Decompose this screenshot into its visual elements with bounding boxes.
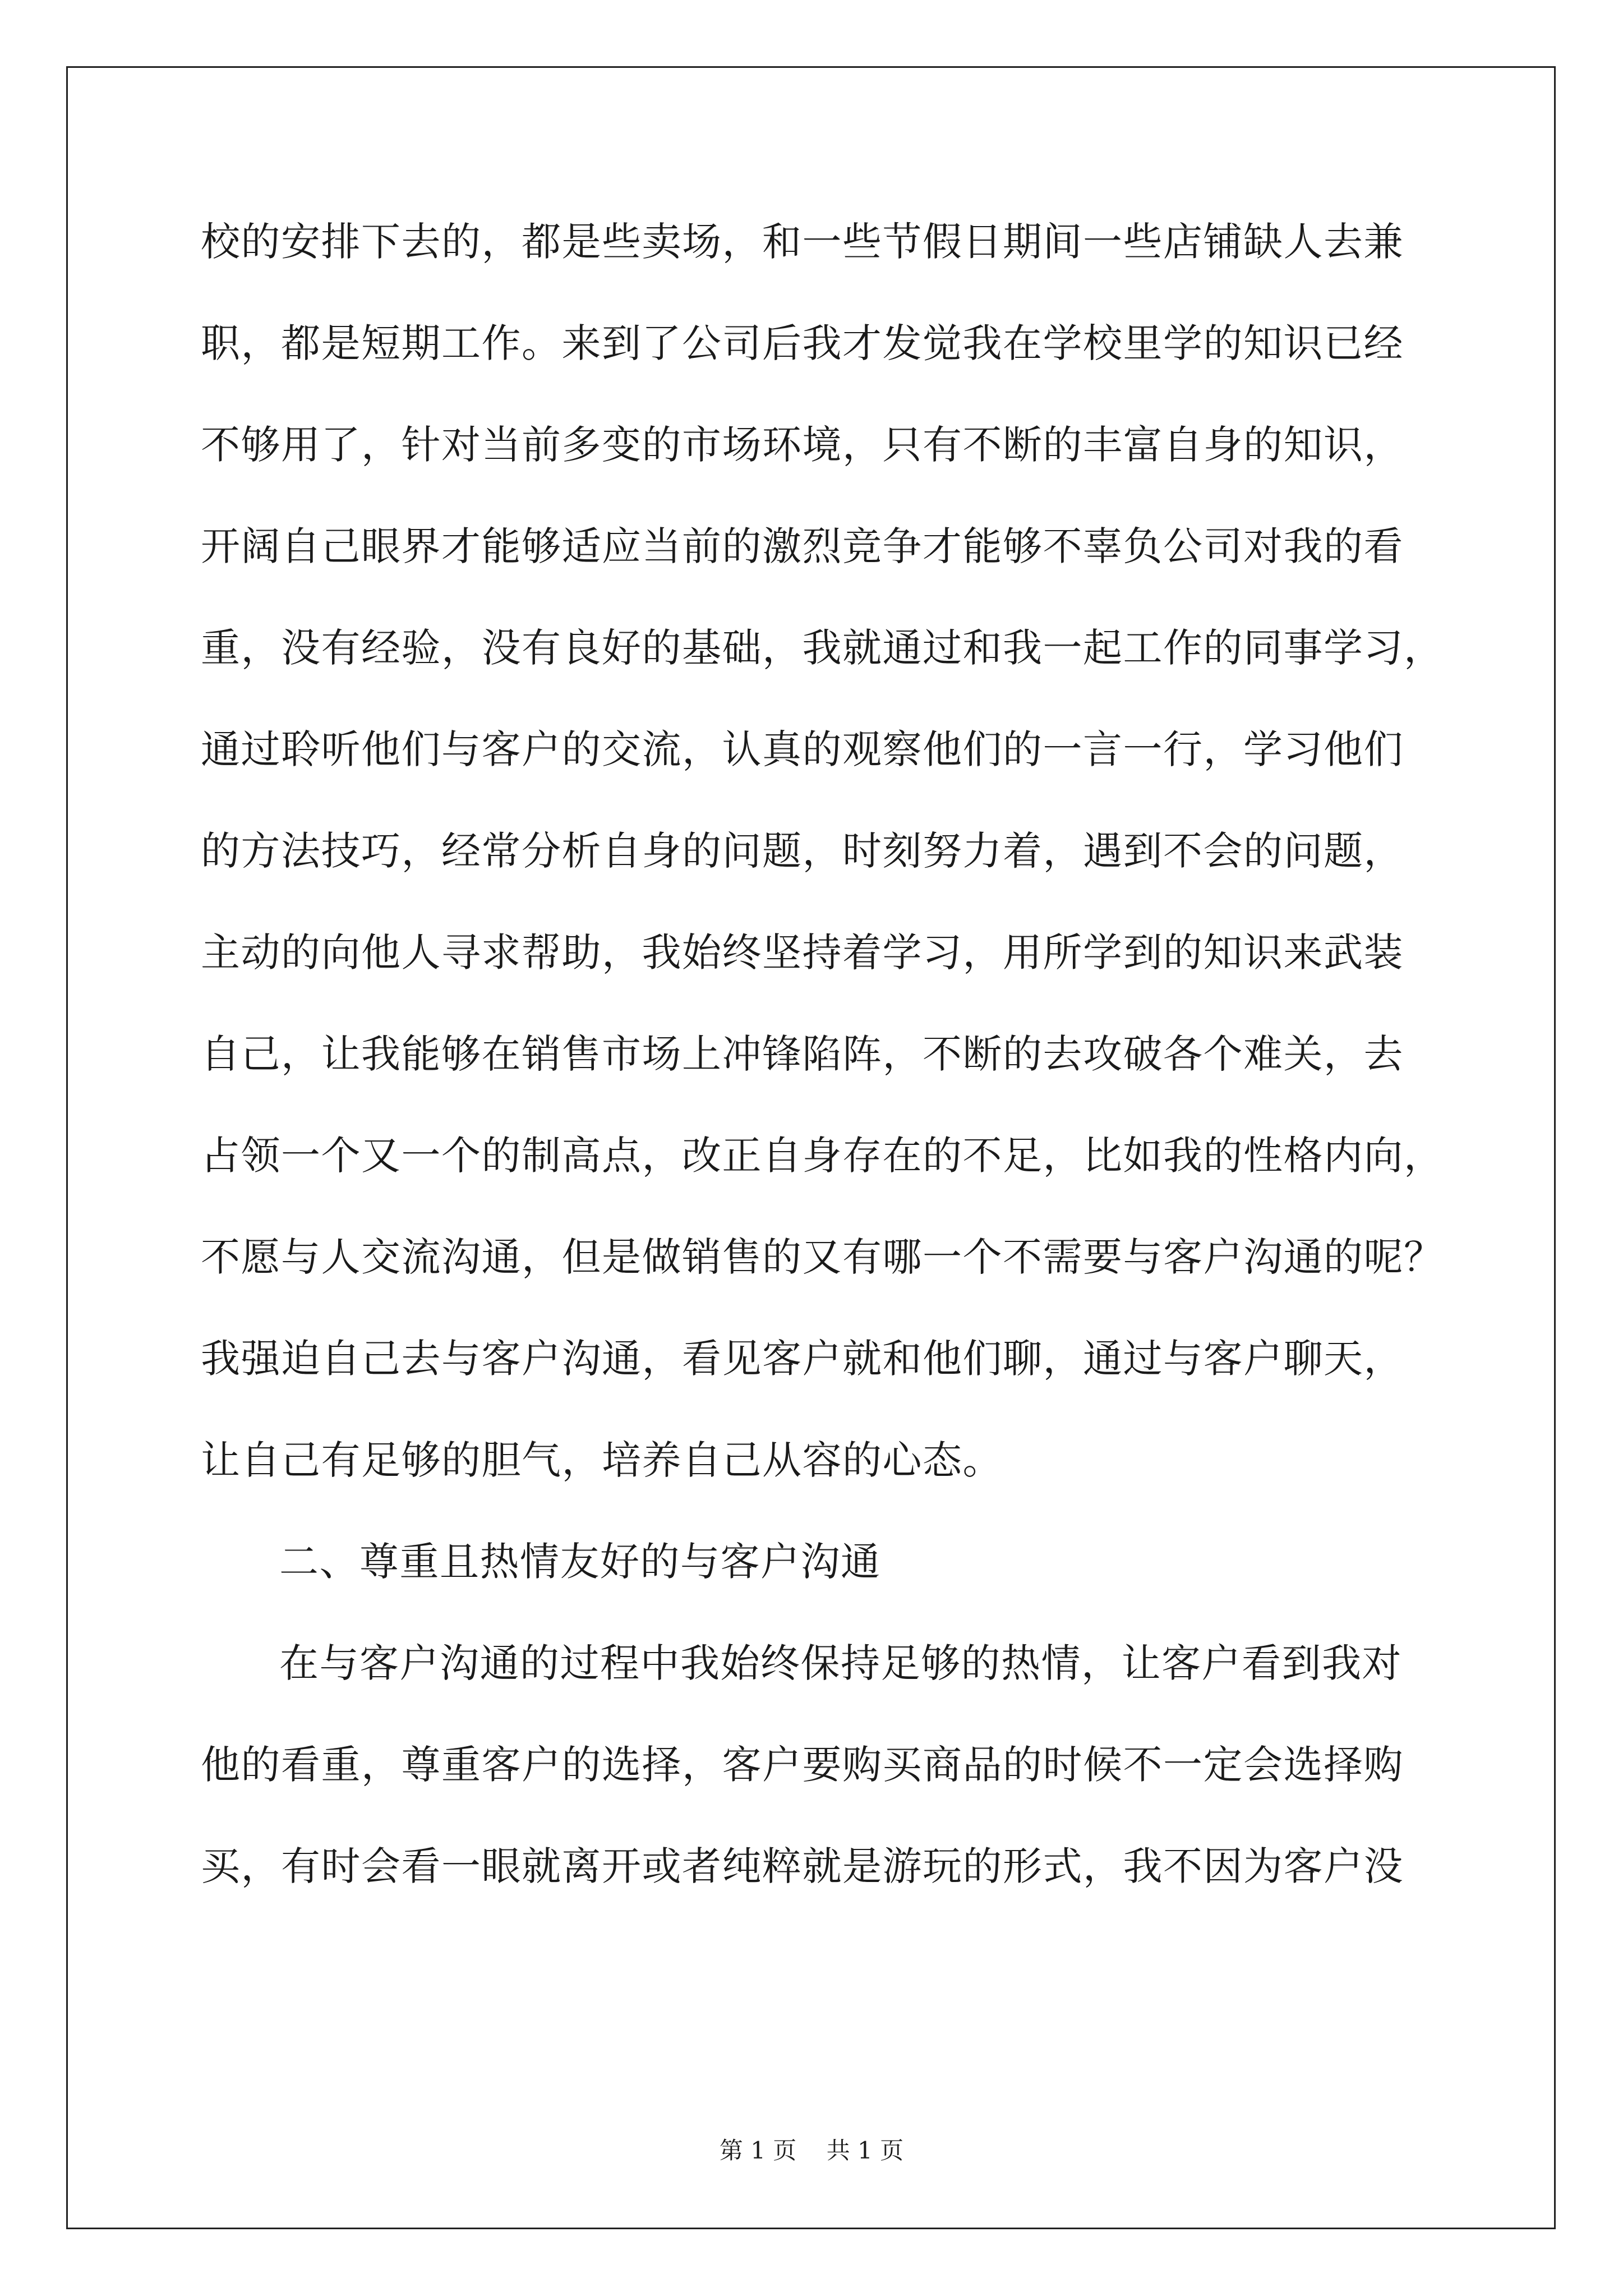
paragraph-first-line: 在与客户沟通的过程中我始终保持足够的热情，让客户看到我对 bbox=[279, 1640, 1402, 1686]
text-line: 让自己有足够的胆气，培养自己从容的心态。 bbox=[201, 1437, 1003, 1483]
text-line: 通过聆听他们与客户的交流，认真的观察他们的一言一行，学习他们 bbox=[201, 726, 1404, 772]
text-line: 校的安排下去的，都是些卖场，和一些节假日期间一些店铺缺人去兼 bbox=[201, 219, 1404, 265]
text-line: 重，没有经验，没有良好的基础，我就通过和我一起工作的同事学习， bbox=[201, 625, 1444, 671]
text-line: 不愿与人交流沟通，但是做销售的又有哪一个不需要与客户沟通的呢？ bbox=[201, 1234, 1444, 1280]
section-heading: 二、尊重且热情友好的与客户沟通 bbox=[279, 1539, 881, 1585]
page-number-footer: 第 1 页 共 1 页 bbox=[719, 2137, 904, 2164]
text-line: 职，都是短期工作。来到了公司后我才发觉我在学校里学的知识已经 bbox=[201, 320, 1404, 366]
text-line: 的方法技巧，经常分析自身的问题，时刻努力着，遇到不会的问题， bbox=[201, 828, 1404, 874]
text-line: 他的看重，尊重客户的选择，客户要购买商品的时候不一定会选择购 bbox=[201, 1742, 1404, 1788]
text-line: 我强迫自己去与客户沟通，看见客户就和他们聊，通过与客户聊天， bbox=[201, 1336, 1404, 1382]
document-body bbox=[201, 215, 1444, 1941]
text-line: 主动的向他人寻求帮助，我始终坚持着学习，用所学到的知识来武装 bbox=[201, 930, 1404, 976]
text-line: 自己，让我能够在销售市场上冲锋陷阵，不断的去攻破各个难关，去 bbox=[201, 1031, 1404, 1077]
text-line: 占领一个又一个的制高点，改正自身存在的不足，比如我的性格内向， bbox=[201, 1133, 1444, 1179]
text-line: 买，有时会看一眼就离开或者纯粹就是游玩的形式，我不因为客户没 bbox=[201, 1843, 1404, 1889]
text-line: 不够用了，针对当前多变的市场环境，只有不断的丰富自身的知识， bbox=[201, 422, 1404, 468]
text-line: 开阔自己眼界才能够适应当前的激烈竞争才能够不辜负公司对我的看 bbox=[201, 523, 1404, 569]
